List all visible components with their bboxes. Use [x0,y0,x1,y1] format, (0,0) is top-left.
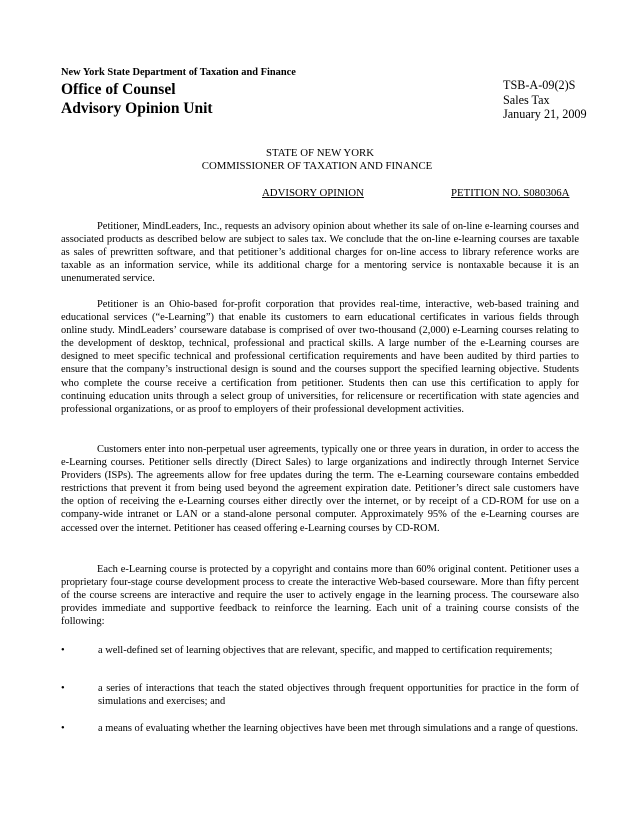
commissioner-title: COMMISSIONER OF TAXATION AND FINANCE [201,160,433,172]
department-name: New York State Department of Taxation and Finance [61,67,296,78]
tsb-block [503,78,587,122]
paragraph-2: Petitioner is an Ohio-based for-profit corporation that provides real-time, interactive, web-based training and educational services (“e-Learning”) that enable its customers to earn educational certificates in various fields through online study. MindLeaders’ courseware database is comprised of over two-thousand (2,000) e-Learning courses relating to the development of desktop, technical, professional and practical skills. A large number of the e-Learning courses are designed to meet specific technical and professional certification requirements and have been audited by third parties to ensure that the company’s instructional design is sound and the courses support the specified learning objective. Students who complete the course receive a certification from petitioner. Students then can use this certification to apply for continuing education units through a select group of universities, for relicensure or recertification with state agencies and professional organizations, or as proof to employers of their professional development activities. [61,299,579,415]
advisory-opinion-label: ADVISORY OPINION [262,187,364,199]
office-block [61,80,213,118]
tax-type: Sales Tax [503,92,550,107]
bullet-icon: • [61,723,65,734]
bullet-text: a means of evaluating whether the learning objectives have been met through simulations and a range of questions. [98,723,578,734]
state-name: STATE OF NEW YORK [265,147,374,159]
bullet-text: a well-defined set of learning objectives that are relevant, specific, and mapped to certification requirements; [98,645,553,656]
bullet-icon: • [61,683,65,694]
office-name: Office of Counsel [61,81,176,98]
unit-name: Advisory Opinion Unit [61,100,213,117]
petition-number: PETITION NO. S080306A [451,187,570,199]
tsb-number: TSB-A-09(2)S [503,78,576,92]
bullet-text: a series of interactions that teach the stated objectives through frequent opportunities for practice in the form of simulations and exercises; and [98,683,579,708]
opinion-date: January 21, 2009 [503,107,587,121]
paragraph-3: Customers enter into non-perpetual user agreements, typically one or three years in duration, in order to access the e-Learning courses. Petitioner sells directly (Direct Sales) to large organizations and indirectly through Internet Service Providers (ISPs). The agreements allow for free updates during the term. The e-Learning courseware contains embedded restrictions that prevent it from being used beyond the agreement expiration date. Petitioner’s direct sale customers have the option of receiving the e-Learning courses either directly over the internet, or by receipt of a CD-ROM for use on a company-wide intranet or LAN or a stand-alone personal computer. Approximately 95% of the e-Learning courses are accessed over the internet. Petitioner has ceased offering e-Learning courses by CD-ROM. [61,444,579,534]
paragraph-1: Petitioner, MindLeaders, Inc., requests an advisory opinion about whether its sale of on-line e-learning courses and associated products as described below are subject to sales tax. We conclude that the on-line e-learning courses are taxable as sales of prewritten software, and that petitioner’s additional charges for on-line access to library reference works are taxable as an information service, while its additional charge for a mentoring service is nontaxable because it is an unenumerated service. [61,221,579,285]
bullet-icon: • [61,645,65,656]
paragraph-4: Each e-Learning course is protected by a copyright and contains more than 60% original content. Petitioner uses a proprietary four-stage course development process to create the interactive Web-based courseware. More than fifty percent of the course screens are interactive and require the user to actively engage in the learning process. The courseware also provides immediate and supportive feedback to reinforce the learning. Each unit of a training course consists of the following: [61,564,579,628]
state-heading [0,147,640,173]
